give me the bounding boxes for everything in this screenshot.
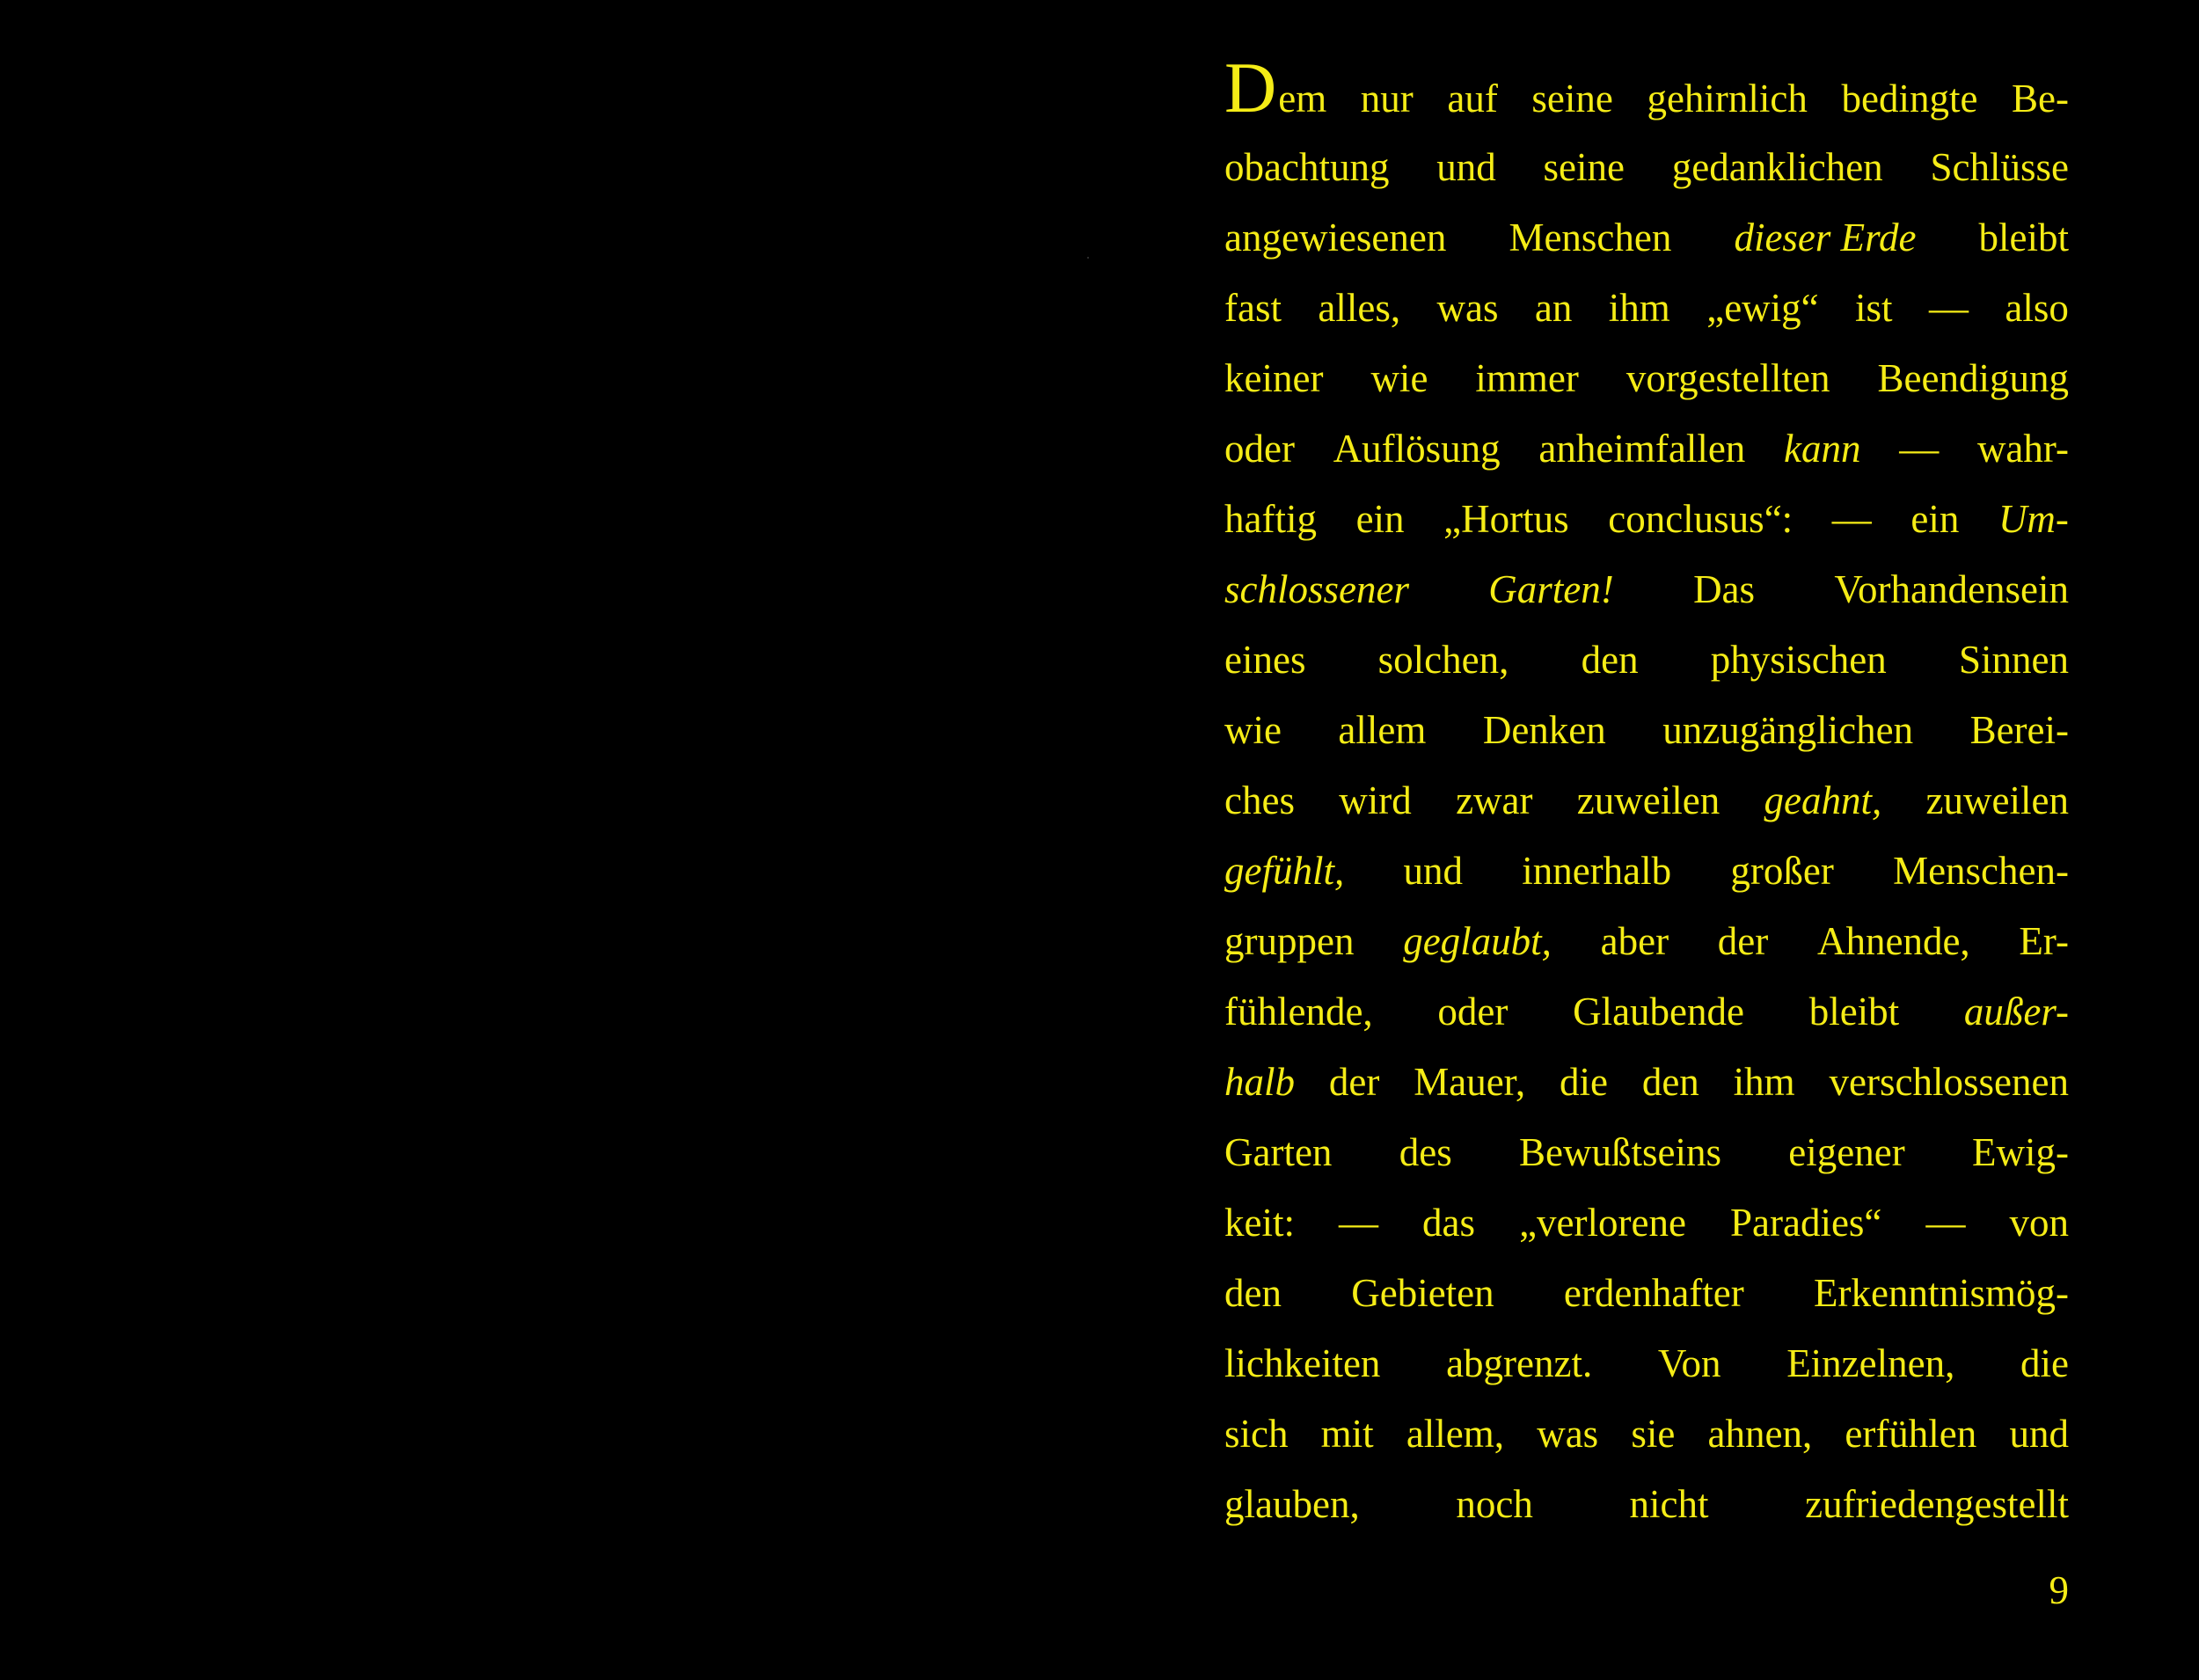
text-line [1224, 554, 2069, 625]
word: ein [1910, 497, 1960, 541]
word: gefühlt, [1224, 849, 1345, 893]
text-line [1224, 1258, 2069, 1328]
word: conclusus“: [1608, 497, 1794, 541]
word: — [1928, 286, 1969, 330]
word: also [2005, 286, 2069, 330]
word: innerhalb [1522, 849, 1672, 893]
word: ches [1224, 778, 1295, 822]
word: zuweilen [1576, 778, 1720, 822]
word: glauben, [1224, 1482, 1360, 1526]
word: anheimfallen [1538, 427, 1746, 471]
word: fast [1224, 286, 1282, 330]
text-line [1224, 1187, 2069, 1258]
word: Auflösung [1333, 427, 1501, 471]
word: alles, [1318, 286, 1401, 330]
word: Mauer, [1414, 1060, 1526, 1104]
word: von [2009, 1201, 2069, 1245]
word: Berei- [1969, 708, 2069, 752]
word: Sinnen [1958, 638, 2069, 682]
word: ein [1355, 497, 1405, 541]
word: lichkeiten [1224, 1341, 1381, 1385]
word: schlossener [1224, 567, 1409, 611]
word: Vorhandensein [1834, 567, 2069, 611]
word: zuweilen [1925, 778, 2069, 822]
word: ist [1855, 286, 1893, 330]
word: das [1422, 1201, 1476, 1245]
text-line [1224, 202, 2069, 273]
text-line [1224, 413, 2069, 484]
word: immer [1475, 356, 1579, 400]
word: sich [1224, 1412, 1289, 1456]
word: verschlossenen [1829, 1060, 2069, 1104]
word: wie [1370, 356, 1428, 400]
word: bedingte [1841, 77, 1978, 121]
word: die [2020, 1341, 2069, 1385]
text-line [1224, 1047, 2069, 1117]
word: — [1831, 497, 1872, 541]
word: und [1403, 849, 1463, 893]
text-line [1224, 976, 2069, 1047]
word: großer [1730, 849, 1834, 893]
word: Paradies“ [1729, 1201, 1882, 1245]
word: physischen [1710, 638, 1887, 682]
print-speck [1087, 257, 1089, 259]
word: seine [1531, 77, 1613, 121]
word: vorgestellten [1626, 356, 1830, 400]
word: „verlorene [1519, 1201, 1686, 1245]
word: — [1925, 1201, 1966, 1245]
right-page [1100, 0, 2199, 1680]
text-line [1224, 1399, 2069, 1469]
text-line [1224, 1328, 2069, 1399]
word: Denken [1482, 708, 1606, 752]
word: Einzelnen, [1786, 1341, 1955, 1385]
word: was [1436, 286, 1499, 330]
word: allem, [1406, 1412, 1505, 1456]
word: den [1224, 1271, 1282, 1315]
word: gedanklichen [1671, 145, 1883, 189]
word: ihm [1733, 1060, 1795, 1104]
text-line [1224, 47, 2069, 132]
word: bleibt [1978, 215, 2069, 259]
word: aber [1600, 919, 1669, 963]
word: wie [1224, 708, 1282, 752]
word: geahnt, [1764, 778, 1882, 822]
text-line [1224, 273, 2069, 343]
word: mit [1320, 1412, 1374, 1456]
word: dieser Erde [1734, 215, 1917, 259]
word: em [1278, 77, 1327, 121]
word: angewiesenen [1224, 215, 1447, 259]
text-line [1224, 836, 2069, 906]
word: noch [1456, 1482, 1533, 1526]
word: sie [1631, 1412, 1676, 1456]
text-line [1224, 906, 2069, 976]
word: der [1717, 919, 1769, 963]
word: „ewig“ [1706, 286, 1819, 330]
text-line [1224, 132, 2069, 202]
text-line [1224, 765, 2069, 836]
word: nicht [1629, 1482, 1709, 1526]
word: erfühlen [1845, 1412, 1977, 1456]
word: ahnen, [1707, 1412, 1813, 1456]
word: unzugänglichen [1662, 708, 1914, 752]
word: abgrenzt. [1446, 1341, 1593, 1385]
word: Ahnende, [1816, 919, 1970, 963]
word: die [1559, 1060, 1608, 1104]
word: an [1534, 286, 1573, 330]
word: fühlende, [1224, 990, 1373, 1034]
word: oder [1437, 990, 1509, 1034]
word: nur [1360, 77, 1414, 121]
word: zwar [1456, 778, 1533, 822]
text-line [1224, 484, 2069, 554]
word: wird [1339, 778, 1412, 822]
word: Um- [1998, 497, 2069, 541]
word: Menschen [1509, 215, 1672, 259]
drop-cap: D [1224, 47, 1277, 128]
word: Von [1657, 1341, 1721, 1385]
word: und [2009, 1412, 2069, 1456]
word: Er- [2019, 919, 2069, 963]
word: Ewig- [1971, 1130, 2069, 1174]
text-line [1224, 1469, 2069, 1539]
page-number: 9 [2049, 1568, 2069, 1612]
word: „Hortus [1443, 497, 1569, 541]
word: und [1436, 145, 1496, 189]
text-line [1224, 343, 2069, 413]
body-text [1224, 47, 2069, 1539]
word: — [1899, 427, 1940, 471]
word: Schlüsse [1930, 145, 2069, 189]
word: Das [1693, 567, 1756, 611]
word: eigener [1788, 1130, 1905, 1174]
word: was [1537, 1412, 1599, 1456]
word: der [1328, 1060, 1380, 1104]
word: Garten! [1488, 567, 1614, 611]
word: halb [1224, 1060, 1296, 1104]
word: Beendigung [1877, 356, 2069, 400]
text-line [1224, 1117, 2069, 1187]
word: des [1399, 1130, 1452, 1174]
word: geglaubt, [1403, 919, 1552, 963]
first-word [1224, 47, 1327, 134]
word: Be- [2012, 77, 2069, 121]
word: den [1581, 638, 1639, 682]
word: Gebieten [1351, 1271, 1494, 1315]
word: bleibt [1808, 990, 1900, 1034]
text-line [1224, 625, 2069, 695]
word: erdenhafter [1563, 1271, 1744, 1315]
word: den [1641, 1060, 1699, 1104]
word: wahr- [1976, 427, 2069, 471]
word: oder [1224, 427, 1295, 471]
word: außer- [1963, 990, 2069, 1034]
word: allem [1338, 708, 1427, 752]
word: haftig [1224, 497, 1317, 541]
word: solchen, [1377, 638, 1509, 682]
word: — [1339, 1201, 1379, 1245]
word: Glaubende [1573, 990, 1744, 1034]
word: keit: [1224, 1201, 1295, 1245]
word: Erkenntnismög- [1814, 1271, 2069, 1315]
word: ihm [1608, 286, 1670, 330]
word: gruppen [1224, 919, 1355, 963]
text-line [1224, 695, 2069, 765]
word: Garten [1224, 1130, 1333, 1174]
word: zufriedengestellt [1805, 1482, 2069, 1526]
word: kann [1784, 427, 1861, 471]
word: auf [1447, 77, 1498, 121]
word: obachtung [1224, 145, 1390, 189]
word: seine [1543, 145, 1625, 189]
word: keiner [1224, 356, 1324, 400]
word: Menschen- [1893, 849, 2069, 893]
word: gehirnlich [1647, 77, 1808, 121]
word: Bewußtseins [1519, 1130, 1721, 1174]
word: eines [1224, 638, 1306, 682]
